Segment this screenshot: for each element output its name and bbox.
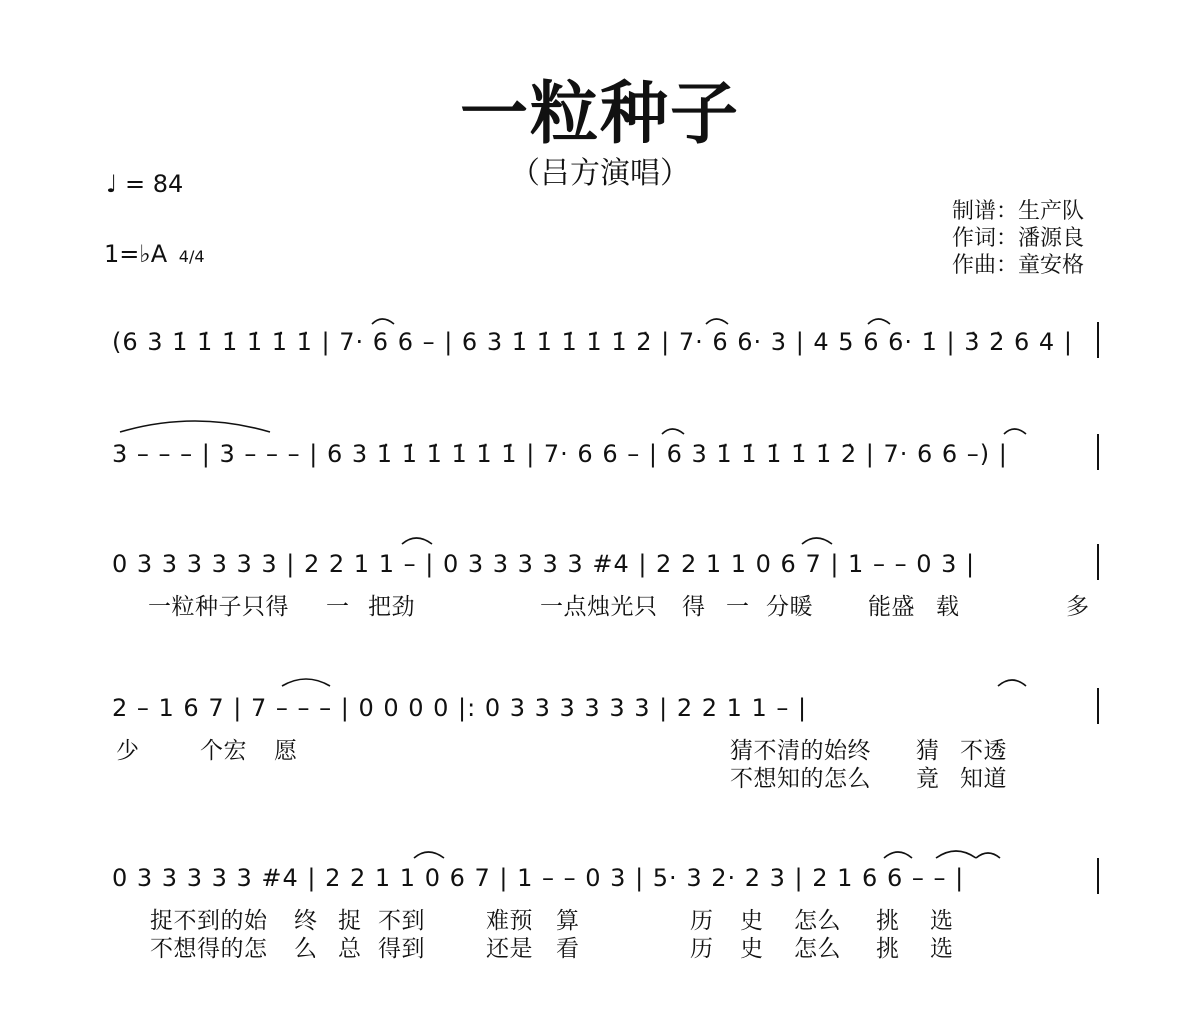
slur (706, 319, 728, 324)
song-title: 一粒种子 (459, 75, 740, 154)
composer-credit: 作曲：童安格 (952, 253, 1085, 278)
score-line-1: (6 3 1̇ 1̇ 1̇ 1̇ 1̇ 1̇ | 7· 6 6 – | 6 3 1̇ 1̇ 1̇ 1̇ 1̇ 2̇ | 7· 6 6· 3 | 4 5 6 6· 1̇ | 3̇ 2̇ 6 4 | (112, 328, 1073, 356)
lyricist-credit: 作词：潘源良 (952, 226, 1085, 251)
slur (372, 319, 394, 324)
lyric-segment: 挑 (876, 936, 900, 962)
slur (936, 851, 976, 858)
lyric-segment: 不想知的怎么 (730, 766, 871, 792)
lyric-segment: 猜不清的始终 (730, 738, 871, 764)
slur (120, 421, 270, 432)
lyric-segment: 不到 (378, 908, 425, 934)
lyric-segment: 历 (690, 908, 714, 934)
lyric-segment: 知道 (960, 766, 1007, 792)
slur (1004, 429, 1026, 434)
slurs (120, 319, 1026, 858)
lyric-segment: 得到 (378, 936, 425, 962)
arranger-credit: 制谱：生产队 (952, 199, 1085, 224)
lyric-segment: 一点烛光只 (540, 594, 658, 620)
lyric-segment: 把劲 (368, 594, 415, 620)
lyric-segment: 个宏 (200, 738, 247, 764)
slur (868, 319, 890, 324)
lyric-segment: 总 (338, 936, 362, 962)
score-line-2: 3 – – – | 3 – – – | 6 3 1̇ 1̇ 1̇ 1̇ 1̇ 1̇ | 7· 6 6 – | 6 3 1̇ 1̇ 1̇ 1̇ 1̇ 2̇ | 7· 6 6 –) | (112, 440, 1008, 468)
slur (662, 429, 684, 434)
slur (414, 852, 444, 858)
lyric-segment: 能盛 (868, 594, 915, 620)
lyric-segment: 挑 (876, 908, 900, 934)
lyric-segment: 得 (682, 594, 706, 620)
lyric-segment: 还是 (486, 936, 533, 962)
slur (884, 852, 912, 858)
lyric-segment: 怎么 (794, 936, 841, 962)
lyric-segment: 不想得的怎 (150, 936, 268, 962)
lyric-segment: 看 (556, 936, 580, 962)
time-signature: 4/4 (178, 247, 205, 266)
lyric-segment: 选 (930, 908, 954, 934)
lyric-segment: 捉 (338, 908, 362, 934)
lyric-segment: 分暖 (766, 594, 813, 620)
lyric-segment: 终 (294, 908, 318, 934)
lyric-segment: 怎么 (794, 908, 841, 934)
lyric-segment: 载 (936, 594, 960, 620)
lyric-segment: 少 (116, 738, 140, 764)
song-subtitle: （吕方演唱） (510, 156, 690, 191)
slur (402, 538, 432, 544)
score-line-4: 2 – 1 6 7 | 7 – – – | 0 0 0 0 |: 0 3 3 3 3 3 3 | 2 2 1 1 – | (112, 694, 808, 722)
slur (998, 680, 1026, 686)
lyric-segment: 选 (930, 936, 954, 962)
slur (976, 853, 1000, 858)
score-line-5: 0 3 3 3 3 3 #4 | 2 2 1 1 0 6 7 | 1 – – 0 3 | 5· 3 2· 2 3 | 2 1 6 6 – – | (112, 864, 965, 892)
score-line-3: 0 3 3 3 3 3 3 | 2 2 1 1 – | 0 3 3 3 3 3 #4 | 2 2 1 1 0 6 7 | 1 – – 0 3 | (112, 550, 976, 578)
slur (282, 679, 330, 686)
lyric-segment: 不透 (960, 738, 1007, 764)
lyric-segment: 史 (740, 908, 764, 934)
lyric-segment: 捉不到的始 (150, 908, 268, 934)
lyric-segment: 多 (1066, 594, 1090, 620)
lyric-segment: 算 (556, 908, 580, 934)
lyric-segment: 史 (740, 936, 764, 962)
tempo-label: ♩ = 84 (106, 170, 184, 198)
lyric-segment: 历 (690, 936, 714, 962)
key-label: 1=♭A (104, 240, 168, 268)
lyric-segment: 一 (726, 594, 750, 620)
lyric-segment: 一 (326, 594, 350, 620)
lyric-segment: 么 (294, 936, 318, 962)
lyric-segment: 愿 (274, 738, 298, 764)
lyric-segment: 难预 (486, 908, 533, 934)
lyric-segment: 竟 (916, 766, 940, 792)
lyric-segment: 一粒种子只得 (148, 594, 289, 620)
slur (802, 538, 832, 544)
lyric-segment: 猜 (916, 738, 940, 764)
